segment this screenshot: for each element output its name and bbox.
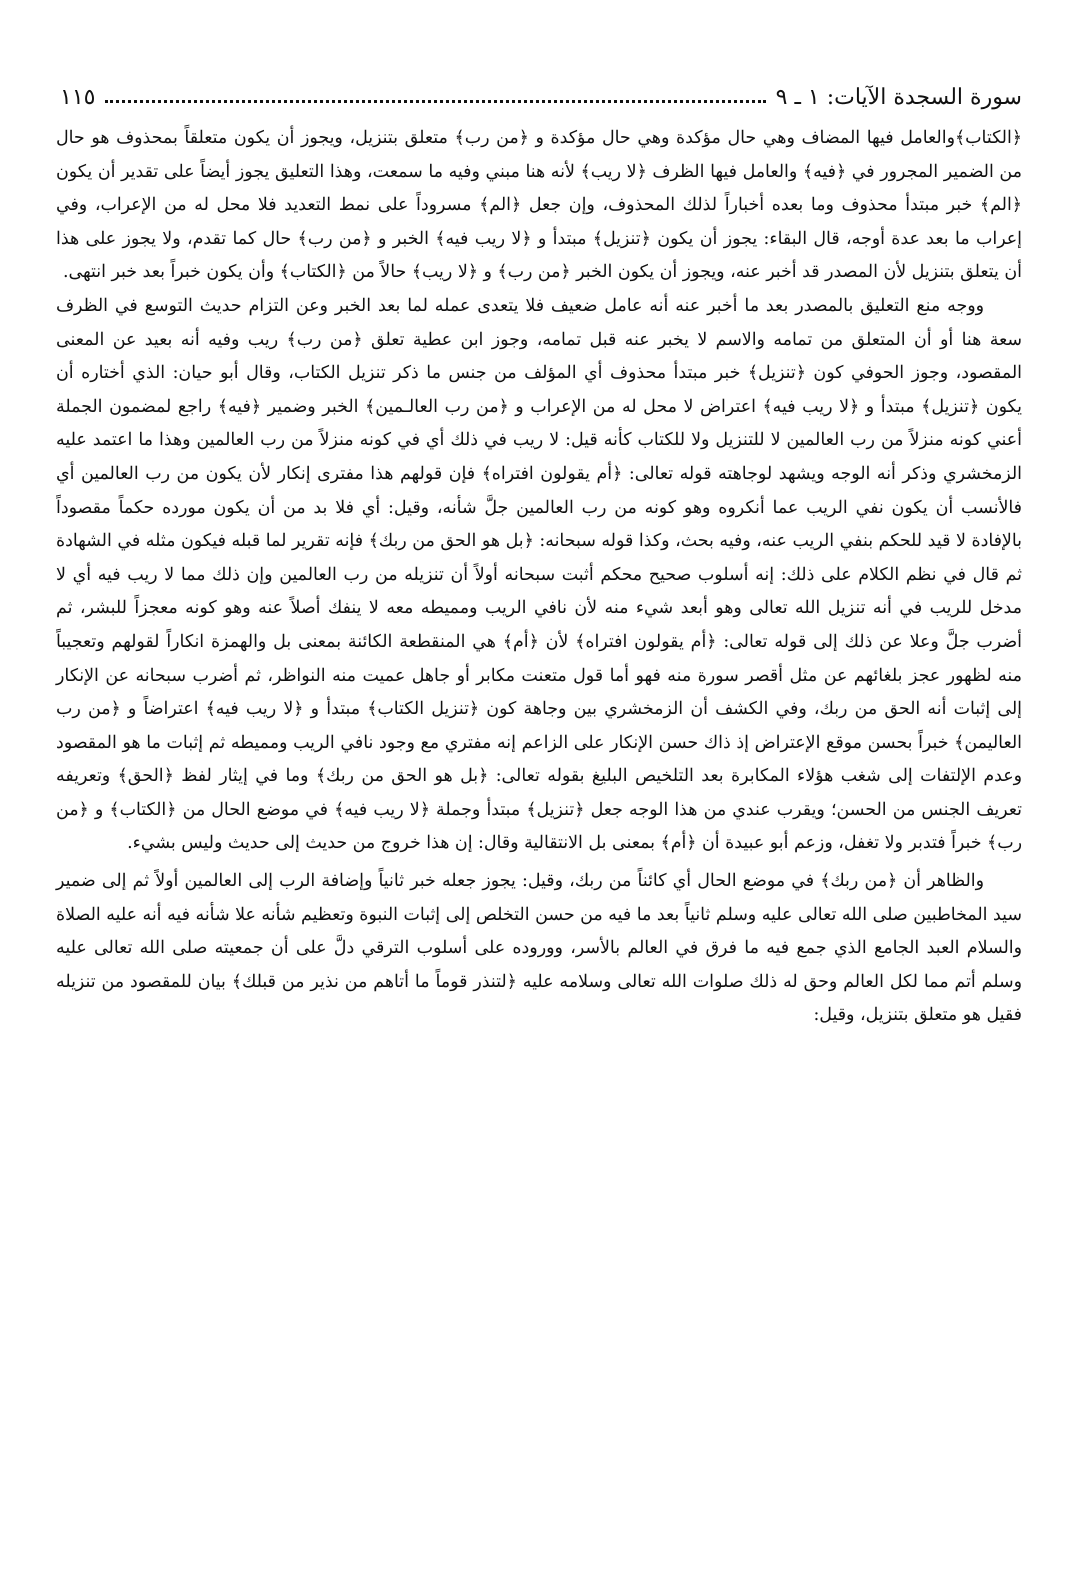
paragraph-3: والظاهر أن ﴿من ربك﴾ في موضع الحال أي كائناً من ربك، وقيل: يجوز جعله خبر ثانياً وإضافة الرب إلى العالمين أولاً ثم إلى ضمير سيد المخاطبين صلى الله تعالى عليه وسلم ثانياً بعد ما فيه من حسن التخلص إلى إثبات النبوة وتعظيم شأنه علا شأنه فيه أنه عليه الصلاة والسلام العبد الجامع الذي جمع فيه ما فرق في العالم بالأسر، ووروده على أسلوب الترقي دلَّ على أن جمعيته صلى الله تعالى عليه وسلم أتم مما لكل العالم وحق له ذلك صلوات الله تعالى وسلامه عليه ﴿لتنذر قوماً ما أتاهم من نذير من قبلك﴾ بيان للمقصود من تنزيله فقيل هو متعلق بتنزيل، وقيل: [56,871,1022,1026]
paragraph-2: ووجه منع التعليق بالمصدر بعد ما أخبر عنه أنه عامل ضعيف فلا يتعدى عمله لما بعد الخبر وعن التزام حديث التوسع في الظرف سعة هنا أو أن المتعلق من تمامه والاسم لا يخبر عنه قبل تمامه، وجوز ابن عطية تعلق ﴿من رب﴾ ريب وفيه أنه بعيد عن المعنى المقصود، وجوز الحوفي كون ﴿تنزيل﴾ خبر مبتدأ محذوف أي المؤلف من جنس ما ذكر تنزيل الكتاب، وقال أبو حيان: الذي أختاره أن يكون ﴿تنزيل﴾ مبتدأ و ﴿لا ريب فيه﴾ اعتراض لا محل له من الإعراب و ﴿من رب العالـمين﴾ الخبر وضمير ﴿فيه﴾ راجع لمضمون الجملة أعني كونه منزلاً من رب العالمين لا للتنزيل ولا للكتاب كأنه قيل: لا ريب في ذلك أي في كونه منزلاً من رب العالمين وهذا ما اعتمد عليه الزمخشري وذكر أنه الوجه ويشهد لوجاهته قوله تعالى: ﴿أم يقولون افتراه﴾ فإن قولهم هذا مفترى إنكار لأن يكون من رب العالمين أي فالأنسب أن يكون نفي الريب عما أنكروه وهو كونه من رب العالمين جلَّ شأنه، وقيل: أي فلا بد من أن يكون مورده حكماً مقصوداً بالإفادة لا قيد للحكم بنفي الريب عنه، وفيه بحث، وكذا قوله سبحانه: ﴿بل هو الحق من ربك﴾ فإنه تقرير لما قبله فيكون مثله في الشهادة ثم قال في نظم الكلام على ذلك: إنه أسلوب صحيح محكم أثبت سبحانه أولاً أن تنزيله من رب العالمين وإن ذلك مما لا ريب فيه أي لا مدخل للريب في أنه تنزيل الله تعالى وهو أبعد شيء منه لأن نافي الريب ومميطه معه لا ينفك أصلاً عنه وهو كونه معجزاً للبشر، ثم أضرب جلَّ وعلا عن ذلك إلى قوله تعالى: ﴿أم يقولون افتراه﴾ لأن ﴿أم﴾ هي المنقطعة الكائنة بمعنى بل والهمزة انكاراً لقولهم وتعجيباً منه لظهور عجز بلغائهم عن مثل أقصر سورة منه فهو أما قول متعنت مكابر أو جاهل عميت منه النواظر، ثم أضرب سبحانه عن الإنكار إلى إثبات أنه الحق من ربك، وفي الكشف أن الزمخشري بين وجاهة كون ﴿تنزيل الكتاب﴾ مبتدأ و ﴿لا ريب فيه﴾ اعتراضاً و ﴿من رب العاليمن﴾ خبراً بحسن موقع الإعتراض إذ ذاك حسن الإنكار على الزاعم إنه مفتري مع وجود نافي الريب ومميطه ثم إثبات ما هو المقصود وعدم الإلتفات إلى شغب هؤلاء المكابرة بعد التلخيص البليغ بقوله تعالى: ﴿بل هو الحق من ربك﴾ وما في إيثار لفظ ﴿الحق﴾ وتعريفه تعريف الجنس من الحسن؛ ويقرب عندي من هذا الوجه جعل ﴿تنزيل﴾ مبتدأ وجملة ﴿لا ريب فيه﴾ في موضع الحال من ﴿الكتاب﴾ و ﴿من رب﴾ خبراً فتدبر ولا تغفل، وزعم أبو عبيدة أن ﴿أم﴾ بمعنى بل الانتقالية وقال: إن هذا خروج من حديث إلى حديث وليس بشيء. [56,295,1022,854]
page-number: ١١٥ [60,85,96,110]
page-body [56,122,1022,1033]
leader-dots [105,100,765,103]
surah-title: سورة السجدة الآيات: ١ ـ ٩ [775,85,1022,110]
paragraph-1: ﴿الكتاب﴾والعامل فيها المضاف وهي حال مؤكدة وهي حال مؤكدة و ﴿من رب﴾ متعلق بتنزيل، ويجوز أن يكون متعلقاً بمحذوف هو حال من الضمير المجرور في ﴿فيه﴾ والعامل فيها الظرف ﴿لا ريب﴾ لأنه هنا مبني وفيه ما سمعت، وهذا التعليق يجوز أيضاً على تقدير أن يكون ﴿الم﴾ خبر مبتدأ محذوف وما بعده أخباراً لذلك المحذوف، وإن جعل ﴿الم﴾ مسروداً على نمط التعديد فلا محل له من الإعراب، وفي إعراب ما بعد عدة أوجه، قال البقاء: يجوز أن يكون ﴿تنزيل﴾ مبتدأ و ﴿لا ريب فيه﴾ الخبر و ﴿من رب﴾ حال كما تقدم، ولا يجوز على هذا أن يتعلق بتنزيل لأن المصدر قد أخبر عنه، ويجوز أن يكون الخبر ﴿من رب﴾ و ﴿لا ريب﴾ حالاً من ﴿الكتاب﴾ وأن يكون خبراً بعد خبر انتهى. [56,128,1022,283]
running-head [60,74,1022,110]
